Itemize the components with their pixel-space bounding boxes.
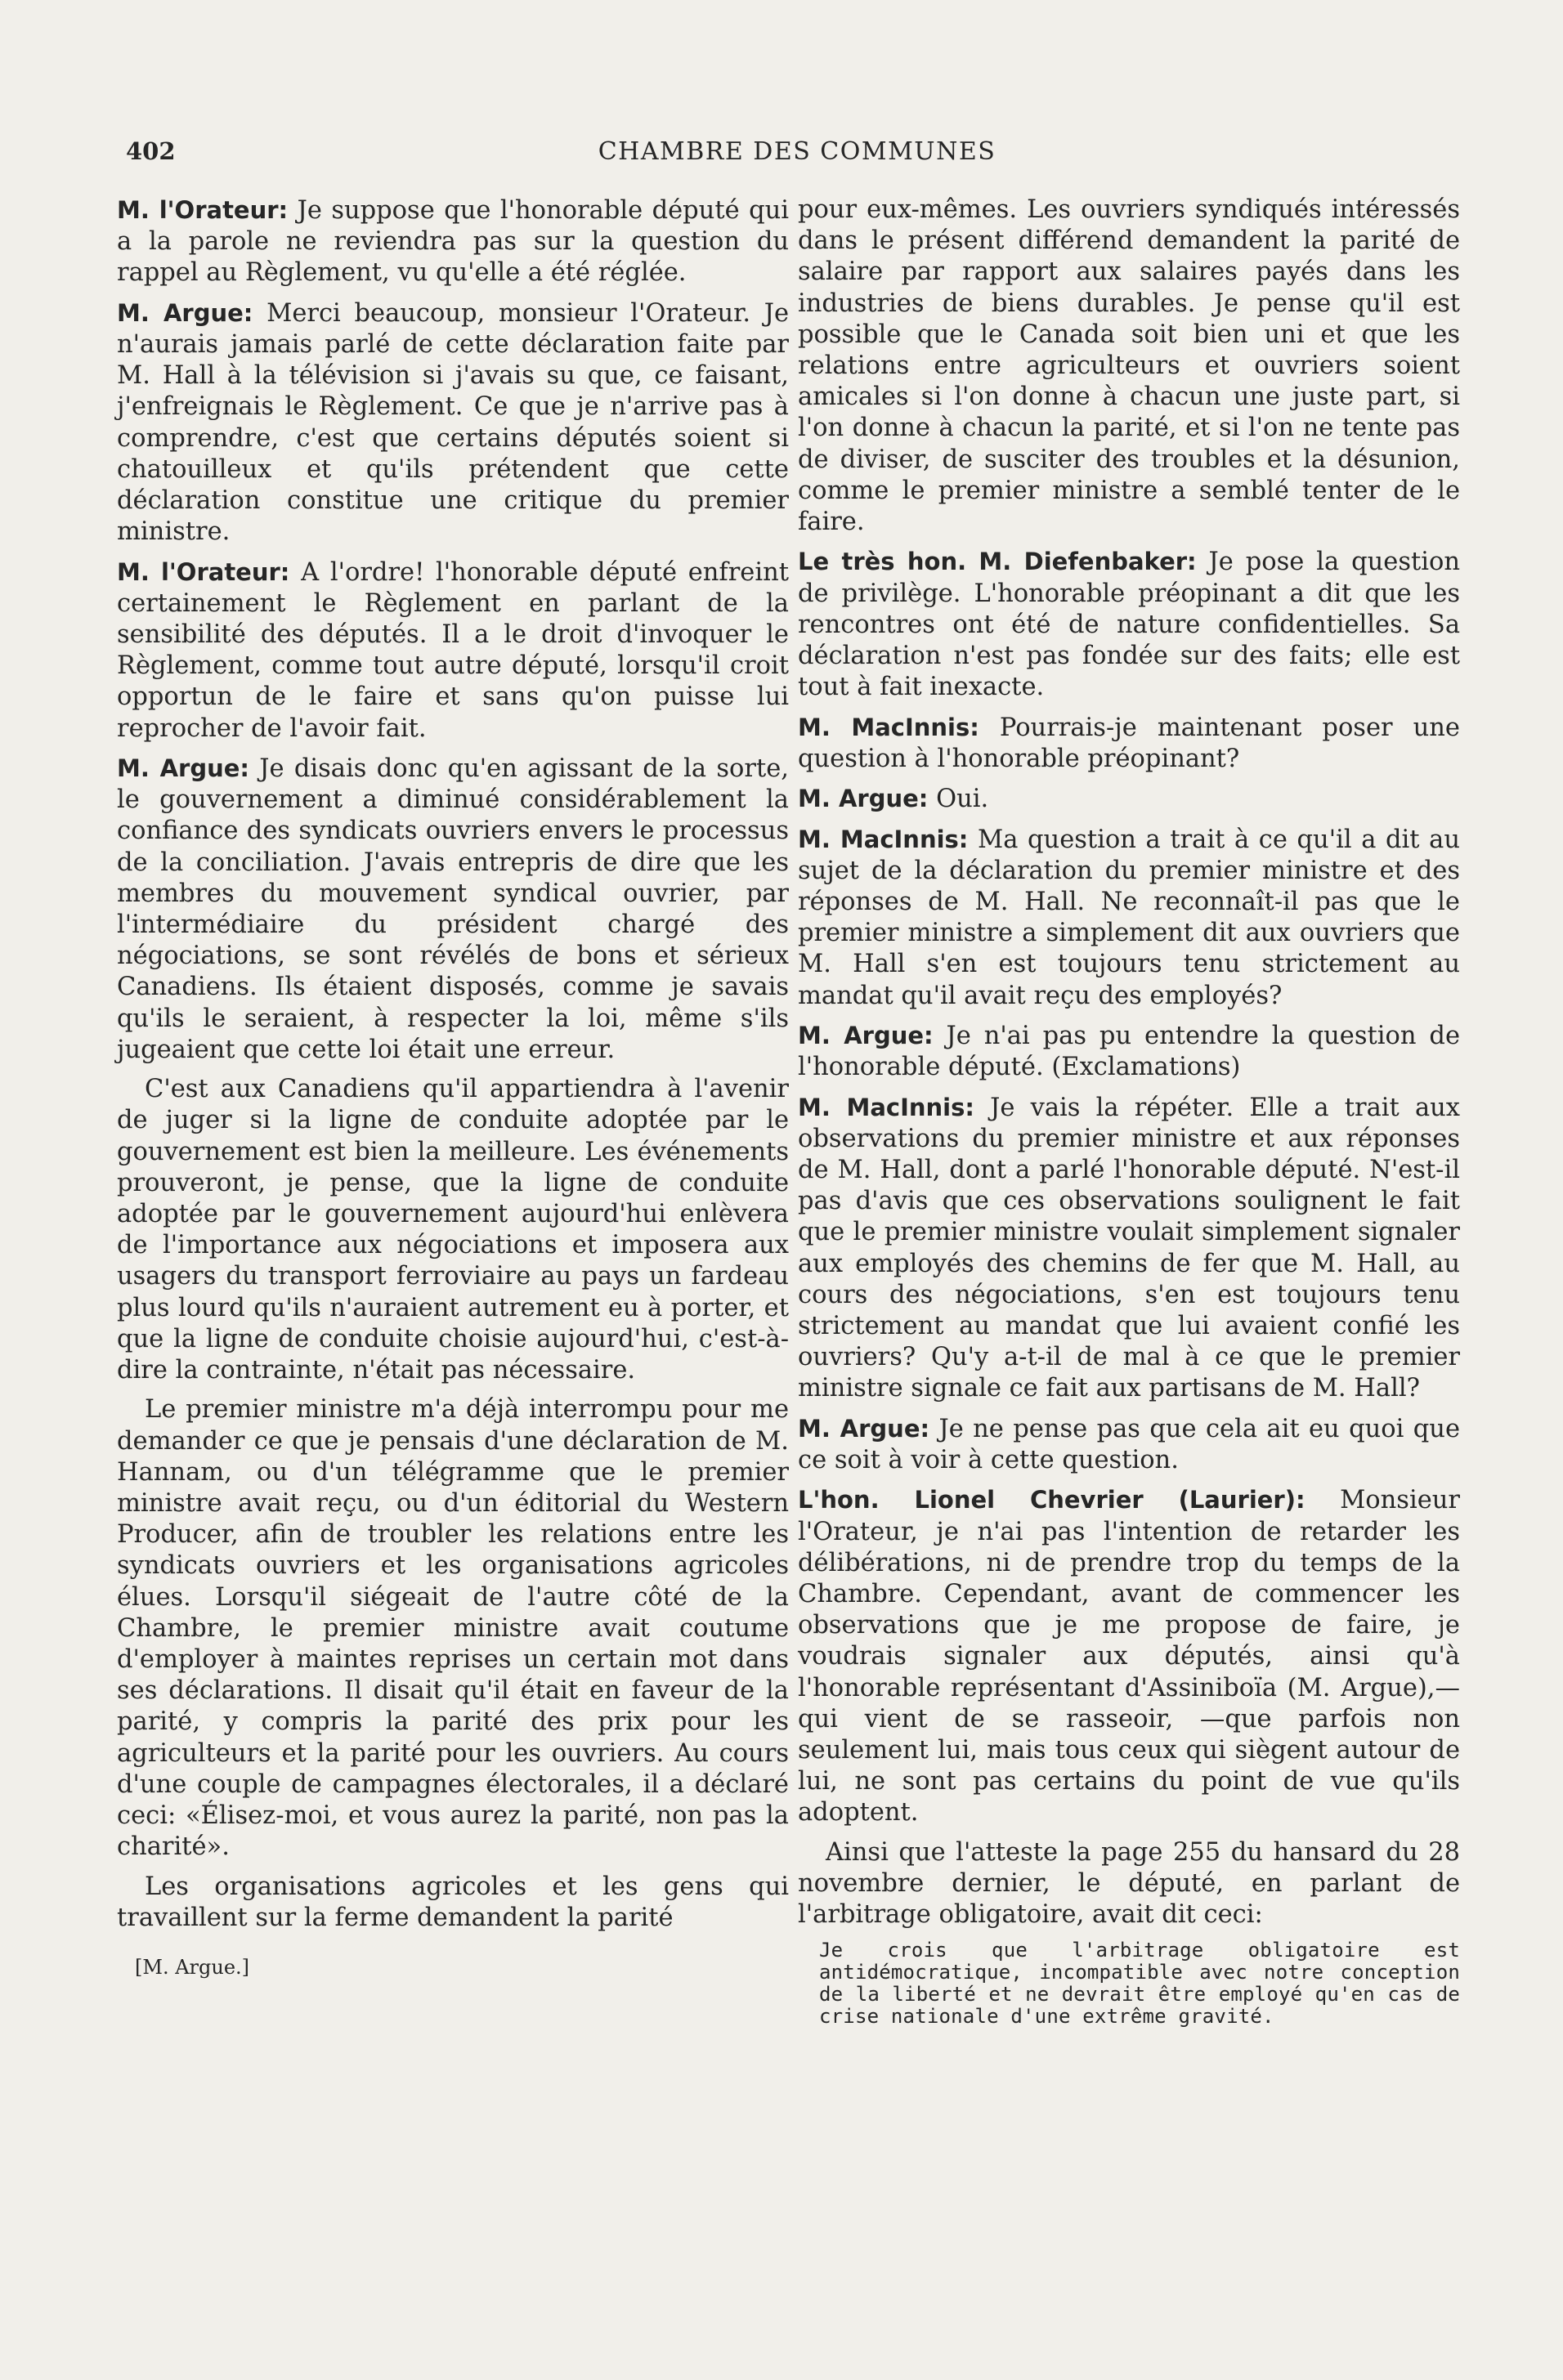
right-column — [798, 195, 1460, 2028]
paragraph-text: Le premier ministre m'a déjà interrompu pour me demander ce que je pensais d'une déclaration de M. Hannam, ou d'un télégramme que le premier ministre avait reçu, ou d'un éditorial du Western Producer, afin de troubler les relations entre les syndicats ouvriers et les organisations agricoles élues. Lorsqu'il siégeait de l'autre côté de la Chambre, le premier ministre avait coutume d'employer à maintes reprises un certain mot dans ses déclarations. Il disait qu'il était en faveur de la parité, y compris la parité des prix pour les agriculteurs et la parité pour les ouvriers. Au cours d'une couple de campagnes électorales, il a déclaré ceci: «Élisez-moi, et vous aurez la parité, non pas la charité». — [117, 1395, 789, 1862]
paragraph-text: Monsieur l'Orateur, je n'ai pas l'intention de retarder les délibérations, ni de prendre trop du temps de la Chambre. Cependant, avant de commencer les observations que je me propose de faire, je voudrais signaler aux députés, ainsi qu'à l'honorable représentant d'Assiniboïa (M. Argue),—qui vient de se rasseoir, —que parfois non seulement lui, mais tous ceux qui siègent autour de lui, ne sont pas certains du point de vue qu'ils adoptent. — [798, 1486, 1460, 1828]
paragraph — [798, 195, 1460, 538]
speaker-name: M. Argue: — [117, 754, 249, 783]
paragraph — [798, 783, 1460, 815]
paragraph-text: Pourrais-je maintenant poser une question à l'honorable préopinant? — [798, 713, 1460, 773]
left-column — [117, 195, 789, 1983]
block-quote: Je crois que l'arbitrage obligatoire est antidémocratique, incompatible avec notre conception de la liberté et ne devrait être employé qu'en cas de crise nationale d'une extrême gravité. — [819, 1938, 1460, 2028]
speaker-name: M. MacInnis: — [798, 713, 979, 741]
paragraph — [798, 1837, 1460, 1931]
paragraph — [798, 1484, 1460, 1828]
speaker-name: M. l'Orateur: — [117, 196, 289, 224]
paragraph-text: Les organisations agricoles et les gens qui travaillent sur la ferme demandent la parité — [117, 1872, 789, 1932]
paragraph-text: Merci beaucoup, monsieur l'Orateur. Je n'aurais jamais parlé de cette déclaration faite par M. Hall à la télévision si j'avais su que, ce faisant, j'enfreignais le Règlement. Ce que je n'arrive pas à comprendre, c'est que certains députés soient si chatouilleux et qu'ils prétendent que cette déclaration constitue une critique du premier ministre. — [117, 298, 790, 547]
paragraph — [798, 546, 1460, 703]
page-number: 402 — [126, 137, 176, 165]
paragraph — [117, 753, 789, 1066]
paragraph-text: Je n'ai pas pu entendre la question de l'honorable député. (Exclamations) — [798, 1022, 1460, 1082]
speaker-name: M. Argue: — [798, 1022, 934, 1050]
running-title: CHAMBRE DES COMMUNES — [598, 137, 996, 166]
speaker-name: Le très hon. M. Diefenbaker: — [798, 548, 1197, 576]
speaker-name: M. l'Orateur: — [117, 557, 290, 586]
paragraph-text: Ma question a trait à ce qu'il a dit au sujet de la déclaration du premier ministre et des réponses de M. Hall. Ne reconnaît-il pas que le premier ministre a simplement dit aux ouvriers que M. Hall s'en est toujours tenu strictement au mandat qu'il avait reçu des employés? — [798, 825, 1460, 1010]
paragraph-text: pour eux-mêmes. Les ouvriers syndiqués intéressés dans le présent différend demandent la parité de salaire par rapport aux salaires payés dans les industries de biens durables. Je pense qu'il est possible que le Canada soit bien uni et que les relations entre agriculteurs et ouvriers soient amicales si l'on donne à chacun une juste part, si l'on donne à chacun la parité, et si l'on ne tente pas de diviser, de susciter des troubles et la désunion, comme le premier ministre a semblé tenter de le faire. — [798, 195, 1460, 537]
speaker-name: M. Argue: — [798, 785, 929, 813]
speaker-name: L'hon. Lionel Chevrier (Laurier): — [798, 1486, 1305, 1514]
paragraph-text: C'est aux Canadiens qu'il appartiendra à l'avenir de juger si la ligne de conduite adoptée par le gouvernement est bien la meilleure. Les événements prouveront, je pense, que la ligne de conduite adoptée par le gouvernement aujourd'hui enlèvera de l'importance aux négociations et imposera aux usagers du transport ferroviaire au pays un fardeau plus lourd qu'ils n'auraient autrement eu à porter, et que la ligne de conduite choisie aujourd'hui, c'est-à-dire la contrainte, n'était pas nécessaire. — [117, 1075, 789, 1385]
paragraph-text: Je disais donc qu'en agissant de la sorte, le gouvernement a diminué considérablement la confiance des syndicats ouvriers envers le processus de la conciliation. J'avais entrepris de dire que les membres du mouvement syndical ouvrier, par l'intermédiaire du président chargé des négociations, se sont révélés de bons et sérieux Canadiens. Ils étaient disposés, comme je savais qu'ils le seraient, à respecter la loi, même s'ils jugeaient que cette loi était une erreur. — [117, 754, 789, 1064]
paragraph — [117, 195, 789, 289]
speaker-name: M. Argue: — [117, 298, 253, 327]
speaker-name: M. Argue: — [798, 1414, 930, 1443]
paragraph-text: Oui. — [928, 785, 989, 814]
speaker-footer-tag: [M. Argue.] — [135, 1956, 250, 1980]
paragraph-text: Ainsi que l'atteste la page 255 du hansard du 28 novembre dernier, le député, en parlant de l'arbitrage obligatoire, avait dit ceci: — [798, 1837, 1460, 1930]
speaker-name: M. MacInnis: — [798, 1093, 974, 1121]
paragraph-text: Je vais la répéter. Elle a trait aux observations du premier ministre et aux réponses de M. Hall, dont a parlé l'honorable député. N'est-il pas d'avis que ces observations soulignent le fait que le premier ministre voulait simplement signaler aux employés des chemins de fer que M. Hall, au cours des négociations, s'en est toujours tenu strictement au mandat que lui avaient confié les ouvriers? Qu'y a-t-il de mal à ce que le premier ministre signale ce fait aux partisans de M. Hall? — [798, 1093, 1460, 1403]
paragraph — [798, 1413, 1460, 1476]
paragraph-text: Je pose la question de privilège. L'honorable préopinant a dit que les rencontres ont été de nature confidentielles. Sa déclaration n'est pas fondée sur des faits; elle est tout à fait inexacte. — [798, 548, 1460, 702]
paragraph — [798, 824, 1460, 1012]
paragraph-text: Je suppose que l'honorable député qui a la parole ne reviendra pas sur la question du rappel au Règlement, vu qu'elle a été réglée. — [117, 196, 789, 288]
paragraph — [798, 1020, 1460, 1083]
page-header — [123, 137, 1471, 178]
paragraph — [117, 557, 789, 745]
paragraph — [798, 1092, 1460, 1405]
paragraph — [117, 298, 789, 548]
speaker-name: M. MacInnis: — [798, 825, 969, 853]
paragraph-text: A l'ordre! l'honorable député enfreint certainement le Règlement en parlant de la sensibilité des députés. Il a le droit d'invoquer le Règlement, comme tout autre député, lorsqu'il croit opportun de le faire et sans qu'on puisse lui reprocher de l'avoir fait. — [117, 557, 789, 743]
paragraph — [117, 1872, 789, 1934]
paragraph-text: Je ne pense pas que cela ait eu quoi que ce soit à voir à cette question. — [798, 1414, 1460, 1475]
paragraph — [117, 1074, 789, 1386]
paragraph — [117, 1394, 789, 1863]
paragraph — [798, 712, 1460, 775]
